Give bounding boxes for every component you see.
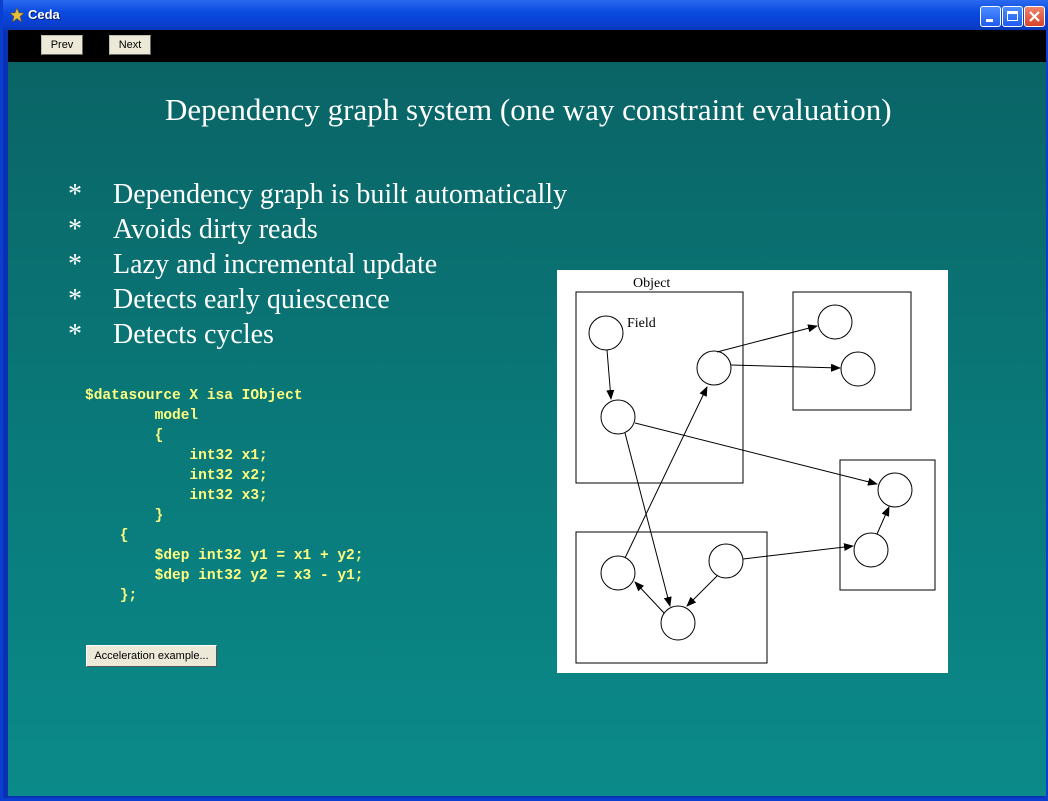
object-box [793,292,911,410]
close-button[interactable] [1024,6,1045,27]
bullet-marker: * [68,214,82,245]
title-bar[interactable] [3,0,1048,30]
dependency-arrow [717,326,817,352]
field-node [818,305,852,339]
code-block: $datasource X isa IObject model { int32 x1; int32 x2; int32 x3; } { $dep int32 y1 = x1 + y2; $dep int32 y2 = x3 - y1; }; [85,388,364,604]
bullet-marker: * [68,249,82,280]
maximize-icon [1003,7,1022,26]
field-node [854,533,888,567]
star-icon [10,8,24,22]
dependency-arrow [877,507,889,534]
window-title: Ceda [28,7,60,22]
bullet-text: Lazy and incremental update [113,249,438,280]
dependency-arrow [635,423,877,484]
dependency-arrow [635,582,664,613]
maximize-button[interactable] [1002,6,1023,27]
field-node [709,544,743,578]
field-node [589,316,623,350]
bullet-marker: * [68,179,82,210]
bullet-text: Dependency graph is built automatically [113,179,568,210]
dependency-arrow [687,576,717,606]
bullet-text: Detects cycles [113,319,274,350]
next-button[interactable]: Next [109,35,151,55]
slide-title: Dependency graph system (one way constraint evaluation) [165,92,892,127]
dependency-arrow [607,350,611,399]
dependency-arrow [731,365,840,368]
prev-button[interactable]: Prev [41,35,83,55]
navigation-toolbar [8,30,1046,62]
dependency-arrow [743,546,853,559]
bullet-text: Avoids dirty reads [113,214,318,245]
field-node [697,351,731,385]
field-node [601,400,635,434]
bullet-marker: * [68,319,82,350]
close-icon [1025,7,1044,26]
field-node [661,606,695,640]
field-node [841,352,875,386]
object-label: Object [633,276,671,291]
minimize-icon [981,7,1000,26]
bullet-text: Detects early quiescence [113,284,390,315]
minimize-button[interactable] [980,6,1001,27]
dependency-diagram [557,270,948,673]
bullet-marker: * [68,284,82,315]
dependency-graph-svg [557,270,948,673]
field-node [601,556,635,590]
slide-content [8,62,1046,796]
field-node [878,473,912,507]
acceleration-example-button[interactable]: Acceleration example... [86,645,217,667]
field-label: Field [627,316,656,331]
